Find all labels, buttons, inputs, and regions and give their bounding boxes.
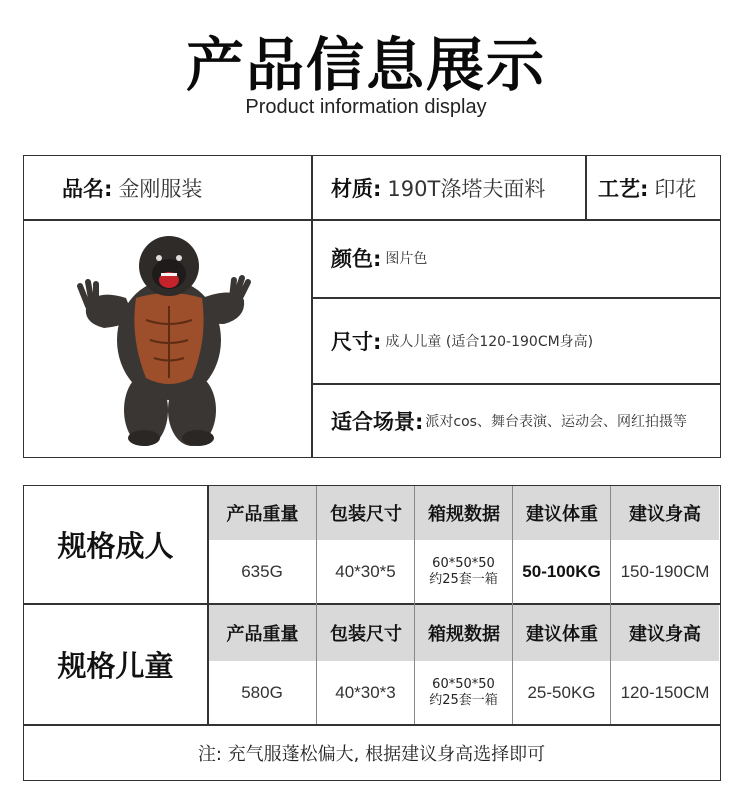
spec-table: [23, 485, 721, 781]
adult-height: 150-190CM: [620, 561, 710, 581]
child-package: 40*30*3: [335, 682, 396, 702]
spec-header-box: 箱规数据: [415, 605, 513, 661]
adult-package: 40*30*5: [335, 561, 396, 581]
spec-header-height: 建议身高: [611, 605, 719, 661]
adult-box-dimensions: 60*50*50: [432, 555, 495, 571]
size-cell: [331, 298, 721, 384]
color-label: 颜色:: [331, 247, 382, 271]
craft-label: 工艺:: [598, 176, 649, 201]
scene-value: 派对cos、舞台表演、运动会、网红拍摄等: [425, 413, 687, 430]
size-label: 尺寸:: [331, 330, 382, 354]
product-info-table: [23, 155, 721, 458]
product-name-cell: [62, 156, 312, 219]
spec-header-box: 箱规数据: [415, 486, 513, 540]
adult-box-spec: [415, 540, 512, 603]
material-value: 190T涤塔夫面料: [387, 176, 546, 201]
adult-body-weight: 50-100KG: [522, 561, 601, 581]
product-name-label: 品名:: [62, 176, 113, 201]
child-spec-label: 规格儿童: [57, 648, 174, 683]
spec-header-package: 包装尺寸: [317, 486, 415, 540]
adult-box-quantity: 约25套一箱: [429, 571, 498, 587]
spec-header-weight: 产品重量: [208, 605, 317, 661]
craft-value: 印花: [654, 176, 697, 201]
adult-weight: 635G: [241, 561, 283, 581]
size-note: 注: 充气服蓬松偏大, 根据建议身高选择即可: [197, 744, 546, 765]
child-body-weight: 25-50KG: [527, 682, 596, 702]
spec-header-body-weight: 建议体重: [513, 605, 611, 661]
spec-header-height: 建议身高: [611, 486, 719, 540]
spec-header-package: 包装尺寸: [317, 605, 415, 661]
spec-header-body-weight: 建议体重: [513, 486, 611, 540]
product-name-value: 金刚服装: [118, 176, 203, 201]
gorilla-costume-image: [74, 228, 254, 448]
child-box-dimensions: 60*50*50: [432, 676, 495, 692]
page-subtitle: Product information display: [245, 96, 487, 118]
scene-label: 适合场景:: [331, 409, 424, 434]
child-weight: 580G: [241, 682, 283, 702]
color-cell: [331, 219, 721, 297]
color-value: 图片色: [385, 251, 428, 267]
adult-spec-label: 规格成人: [57, 529, 174, 563]
material-cell: [331, 156, 586, 219]
material-label: 材质:: [331, 176, 382, 201]
child-height: 120-150CM: [620, 682, 710, 702]
size-value: 成人儿童 (适合120-190CM身高): [385, 334, 594, 350]
child-box-quantity: 约25套一箱: [429, 692, 498, 708]
spec-header-weight: 产品重量: [208, 486, 317, 540]
page-title: 产品信息展示: [185, 31, 546, 99]
scene-cell: [331, 384, 721, 457]
craft-cell: [598, 156, 720, 219]
child-box-spec: [415, 661, 512, 724]
